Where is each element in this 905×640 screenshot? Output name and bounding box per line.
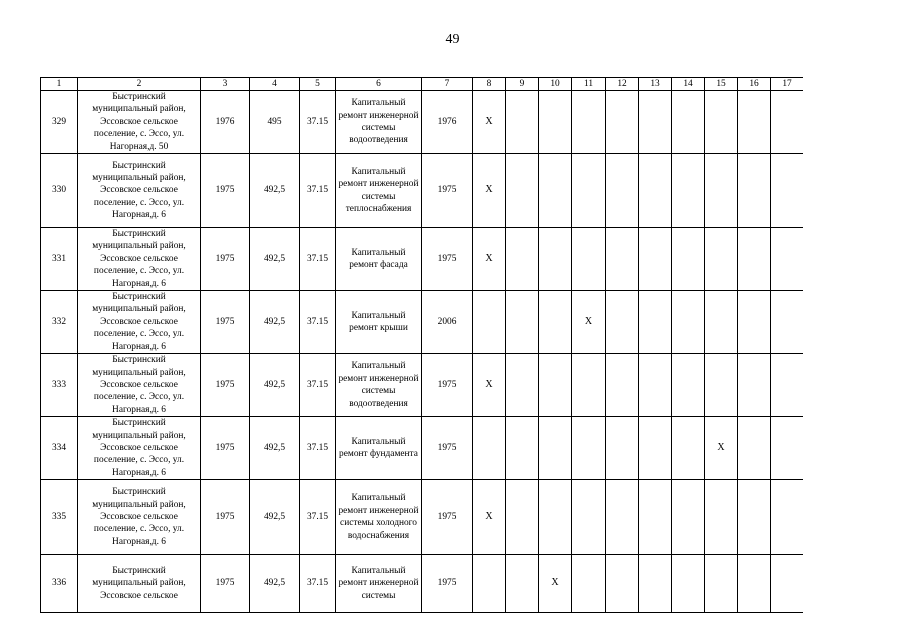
work-type-cell: Капитальный ремонт крыши xyxy=(336,291,422,354)
code-cell: 37.15 xyxy=(300,354,336,417)
year-built-cell: 1976 xyxy=(201,91,250,154)
empty-cell xyxy=(738,291,771,354)
empty-cell xyxy=(705,228,738,291)
empty-cell xyxy=(506,354,539,417)
year-col7-cell: 1975 xyxy=(422,228,473,291)
year-col7-cell: 1975 xyxy=(422,480,473,555)
row-number-cell: 333 xyxy=(41,354,78,417)
column-header-1: 1 xyxy=(41,78,78,91)
empty-cell xyxy=(672,417,705,480)
empty-cell xyxy=(672,480,705,555)
empty-cell xyxy=(506,417,539,480)
empty-cell xyxy=(539,354,572,417)
code-cell: 37.15 xyxy=(300,417,336,480)
empty-cell xyxy=(572,354,606,417)
address-cell: Быстринский муниципальный район, Эссовское сельское xyxy=(78,555,201,613)
empty-cell xyxy=(606,154,639,228)
column-header-17: 17 xyxy=(771,78,804,91)
area-cell: 492,5 xyxy=(250,154,300,228)
area-cell: 492,5 xyxy=(250,228,300,291)
empty-cell xyxy=(771,291,804,354)
work-type-cell: Капитальный ремонт фасада xyxy=(336,228,422,291)
work-type-cell: Капитальный ремонт инженерной системы xyxy=(336,555,422,613)
empty-cell xyxy=(672,154,705,228)
column-header-10: 10 xyxy=(539,78,572,91)
empty-cell xyxy=(473,555,506,613)
row-number-cell: 330 xyxy=(41,154,78,228)
empty-cell xyxy=(572,91,606,154)
empty-cell xyxy=(738,555,771,613)
column-header-6: 6 xyxy=(336,78,422,91)
empty-cell xyxy=(539,291,572,354)
year-built-cell: 1975 xyxy=(201,354,250,417)
area-cell: 495 xyxy=(250,91,300,154)
table-row xyxy=(41,154,804,228)
column-header-14: 14 xyxy=(672,78,705,91)
mark-cell: X xyxy=(572,291,606,354)
empty-cell xyxy=(606,354,639,417)
table-container xyxy=(40,77,803,640)
year-built-cell: 1975 xyxy=(201,228,250,291)
empty-cell xyxy=(705,154,738,228)
code-cell: 37.15 xyxy=(300,228,336,291)
empty-cell xyxy=(506,555,539,613)
column-header-3: 3 xyxy=(201,78,250,91)
area-cell: 492,5 xyxy=(250,291,300,354)
work-type-cell: Капитальный ремонт инженерной системы холодного водоснабжения xyxy=(336,480,422,555)
row-number-cell: 335 xyxy=(41,480,78,555)
empty-cell xyxy=(705,480,738,555)
empty-cell xyxy=(771,354,804,417)
empty-cell xyxy=(705,354,738,417)
year-built-cell: 1975 xyxy=(201,555,250,613)
empty-cell xyxy=(672,291,705,354)
empty-cell xyxy=(606,91,639,154)
row-number-cell: 336 xyxy=(41,555,78,613)
mark-cell: X xyxy=(705,417,738,480)
work-type-cell: Капитальный ремонт инженерной системы водоотведения xyxy=(336,91,422,154)
column-header-16: 16 xyxy=(738,78,771,91)
empty-cell xyxy=(672,228,705,291)
empty-cell xyxy=(672,91,705,154)
empty-cell xyxy=(606,228,639,291)
mark-cell: X xyxy=(473,91,506,154)
mark-cell: X xyxy=(473,480,506,555)
empty-cell xyxy=(639,91,672,154)
work-type-cell: Капитальный ремонт фундамента xyxy=(336,417,422,480)
empty-cell xyxy=(771,154,804,228)
year-col7-cell: 1976 xyxy=(422,91,473,154)
address-cell: Быстринский муниципальный район, Эссовское сельское поселение, с. Эссо, ул. Нагорная,д. 6 xyxy=(78,228,201,291)
empty-cell xyxy=(639,354,672,417)
column-header-9: 9 xyxy=(506,78,539,91)
empty-cell xyxy=(771,480,804,555)
empty-cell xyxy=(506,228,539,291)
empty-cell xyxy=(639,228,672,291)
empty-cell xyxy=(539,417,572,480)
empty-cell xyxy=(572,417,606,480)
work-type-cell: Капитальный ремонт инженерной системы теплоснабжения xyxy=(336,154,422,228)
table-row xyxy=(41,291,804,354)
address-cell: Быстринский муниципальный район, Эссовское сельское поселение, с. Эссо, ул. Нагорная,д. 6 xyxy=(78,291,201,354)
area-cell: 492,5 xyxy=(250,480,300,555)
empty-cell xyxy=(738,417,771,480)
empty-cell xyxy=(738,228,771,291)
empty-cell xyxy=(606,480,639,555)
mark-cell: X xyxy=(473,154,506,228)
mark-cell: X xyxy=(473,228,506,291)
empty-cell xyxy=(572,555,606,613)
year-built-cell: 1975 xyxy=(201,291,250,354)
empty-cell xyxy=(639,291,672,354)
year-built-cell: 1975 xyxy=(201,480,250,555)
empty-cell xyxy=(771,417,804,480)
empty-cell xyxy=(506,291,539,354)
empty-cell xyxy=(539,228,572,291)
year-built-cell: 1975 xyxy=(201,154,250,228)
empty-cell xyxy=(738,354,771,417)
empty-cell xyxy=(771,228,804,291)
empty-cell xyxy=(738,91,771,154)
address-cell: Быстринский муниципальный район, Эссовское сельское поселение, с. Эссо, ул. Нагорная,д. 6 xyxy=(78,480,201,555)
column-header-11: 11 xyxy=(572,78,606,91)
empty-cell xyxy=(705,555,738,613)
empty-cell xyxy=(506,480,539,555)
code-cell: 37.15 xyxy=(300,291,336,354)
page-number: 49 xyxy=(445,32,460,47)
column-header-13: 13 xyxy=(639,78,672,91)
empty-cell xyxy=(738,154,771,228)
code-cell: 37.15 xyxy=(300,154,336,228)
row-number-cell: 331 xyxy=(41,228,78,291)
column-header-8: 8 xyxy=(473,78,506,91)
row-number-cell: 334 xyxy=(41,417,78,480)
empty-cell xyxy=(572,154,606,228)
empty-cell xyxy=(672,354,705,417)
empty-cell xyxy=(639,417,672,480)
table-row xyxy=(41,91,804,154)
row-number-cell: 329 xyxy=(41,91,78,154)
code-cell: 37.15 xyxy=(300,91,336,154)
empty-cell xyxy=(771,555,804,613)
empty-cell xyxy=(606,555,639,613)
column-header-5: 5 xyxy=(300,78,336,91)
header-row xyxy=(41,78,804,91)
work-type-cell: Капитальный ремонт инженерной системы водоотведения xyxy=(336,354,422,417)
table-body xyxy=(41,91,804,613)
column-header-2: 2 xyxy=(78,78,201,91)
area-cell: 492,5 xyxy=(250,555,300,613)
empty-cell xyxy=(705,291,738,354)
empty-cell xyxy=(606,291,639,354)
empty-cell xyxy=(705,91,738,154)
empty-cell xyxy=(771,91,804,154)
table-row xyxy=(41,480,804,555)
mark-cell: X xyxy=(539,555,572,613)
empty-cell xyxy=(639,480,672,555)
register-table xyxy=(40,77,803,613)
year-built-cell: 1975 xyxy=(201,417,250,480)
code-cell: 37.15 xyxy=(300,480,336,555)
mark-cell: X xyxy=(473,354,506,417)
table-row xyxy=(41,555,804,613)
empty-cell xyxy=(738,480,771,555)
empty-cell xyxy=(473,291,506,354)
empty-cell xyxy=(572,228,606,291)
empty-cell xyxy=(572,480,606,555)
column-header-4: 4 xyxy=(250,78,300,91)
column-header-7: 7 xyxy=(422,78,473,91)
year-col7-cell: 1975 xyxy=(422,417,473,480)
year-col7-cell: 1975 xyxy=(422,354,473,417)
code-cell: 37.15 xyxy=(300,555,336,613)
empty-cell xyxy=(506,154,539,228)
address-cell: Быстринский муниципальный район, Эссовское сельское поселение, с. Эссо, ул. Нагорная,д. 50 xyxy=(78,91,201,154)
empty-cell xyxy=(506,91,539,154)
address-cell: Быстринский муниципальный район, Эссовское сельское поселение, с. Эссо, ул. Нагорная,д. 6 xyxy=(78,417,201,480)
column-header-15: 15 xyxy=(705,78,738,91)
table-row xyxy=(41,417,804,480)
area-cell: 492,5 xyxy=(250,354,300,417)
empty-cell xyxy=(539,480,572,555)
empty-cell xyxy=(539,154,572,228)
row-number-cell: 332 xyxy=(41,291,78,354)
address-cell: Быстринский муниципальный район, Эссовское сельское поселение, с. Эссо, ул. Нагорная,д. 6 xyxy=(78,154,201,228)
empty-cell xyxy=(539,91,572,154)
table-row xyxy=(41,228,804,291)
address-cell: Быстринский муниципальный район, Эссовское сельское поселение, с. Эссо, ул. Нагорная,д. 6 xyxy=(78,354,201,417)
empty-cell xyxy=(639,555,672,613)
empty-cell xyxy=(606,417,639,480)
column-header-12: 12 xyxy=(606,78,639,91)
empty-cell xyxy=(473,417,506,480)
table-row xyxy=(41,354,804,417)
empty-cell xyxy=(639,154,672,228)
area-cell: 492,5 xyxy=(250,417,300,480)
empty-cell xyxy=(672,555,705,613)
year-col7-cell: 2006 xyxy=(422,291,473,354)
year-col7-cell: 1975 xyxy=(422,154,473,228)
year-col7-cell: 1975 xyxy=(422,555,473,613)
